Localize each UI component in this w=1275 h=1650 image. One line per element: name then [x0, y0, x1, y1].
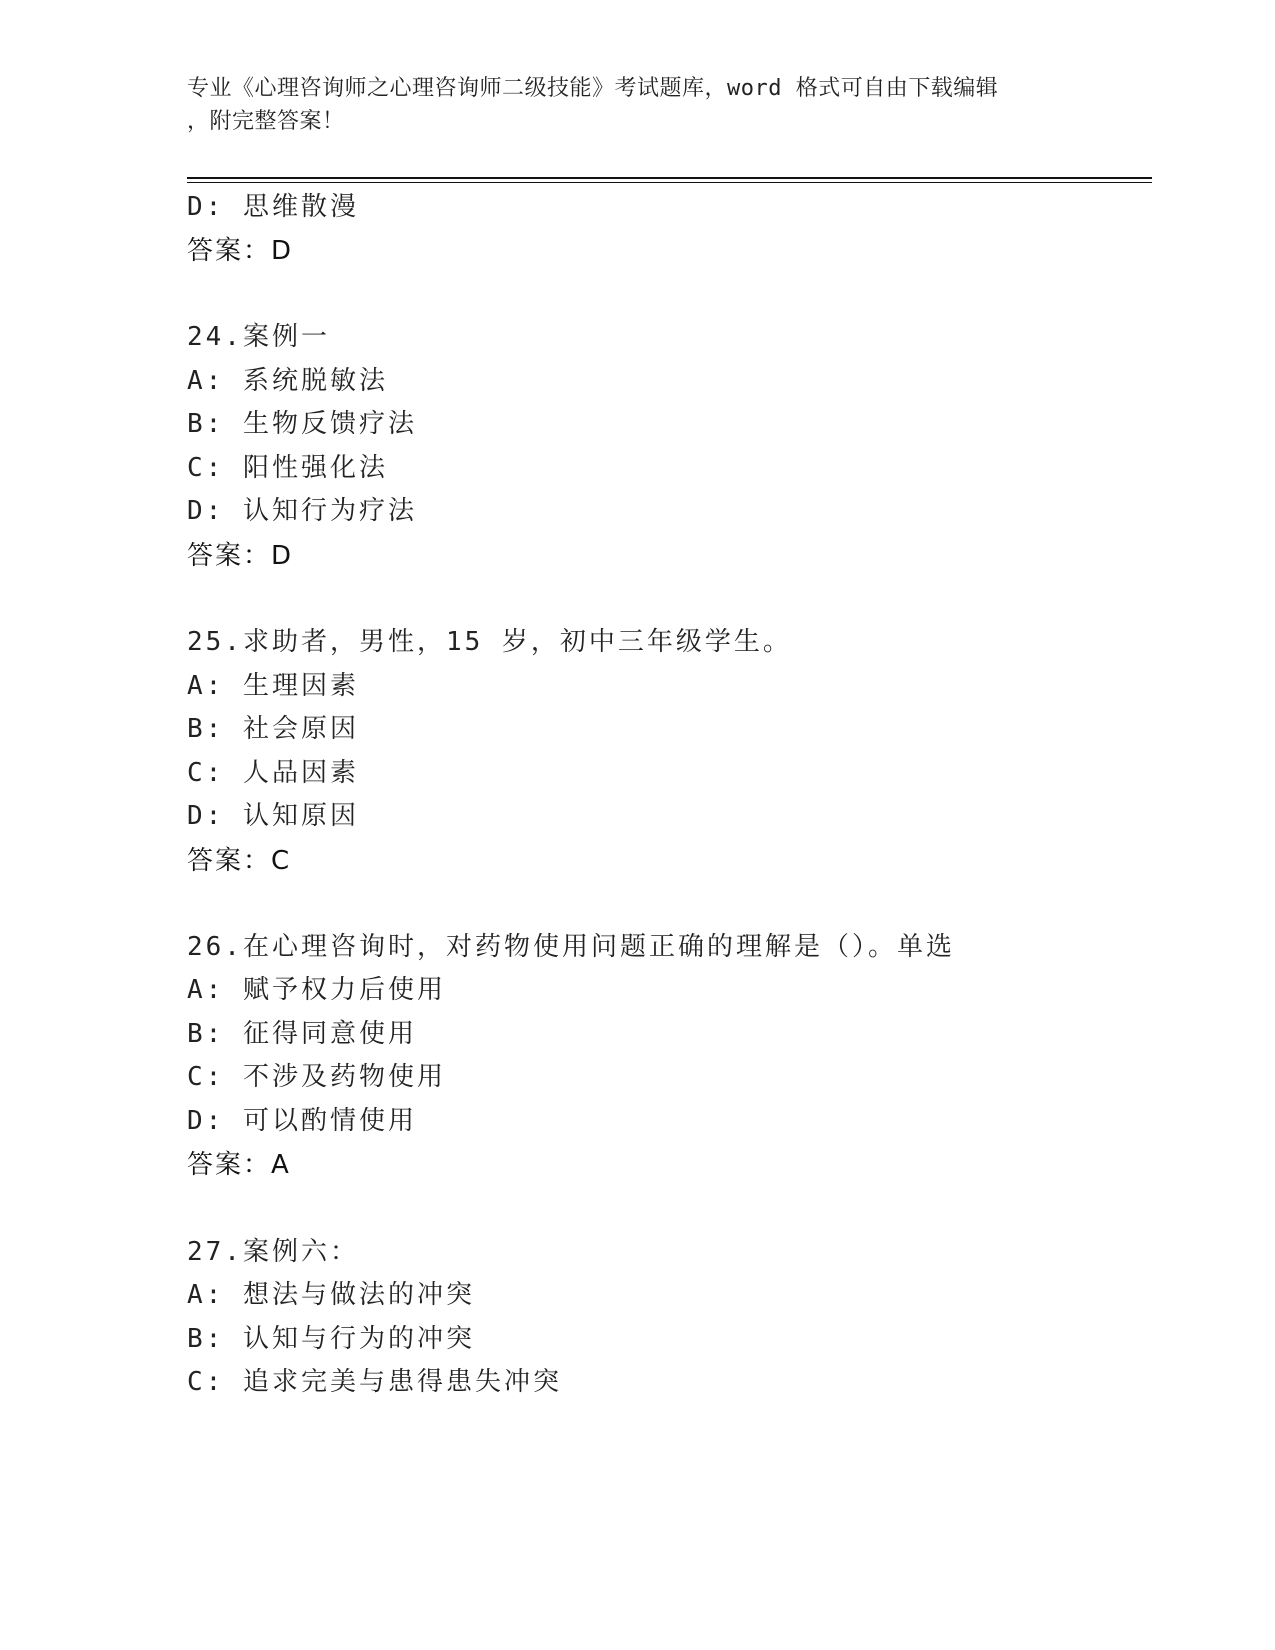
q26-option-a: A: 赋予权力后使用	[187, 975, 446, 1005]
q25-option-d: D: 认知原因	[187, 801, 359, 831]
q25-option-a: A: 生理因素	[187, 671, 359, 701]
q24-option-b: B: 生物反馈疗法	[187, 409, 417, 439]
header-divider-thin	[187, 182, 1152, 183]
q25-question: 25.求助者，男性，15 岁，初中三年级学生。	[187, 627, 792, 657]
q25-option-b: B: 社会原因	[187, 714, 359, 744]
q26-option-b: B: 征得同意使用	[187, 1019, 417, 1049]
document-header	[187, 72, 1087, 138]
header-divider-thick	[187, 177, 1152, 179]
q24-option-a: A: 系统脱敏法	[187, 366, 388, 396]
q25-answer: 答案：C	[187, 846, 292, 876]
q26-question: 26.在心理咨询时，对药物使用问题正确的理解是（）。单选	[187, 932, 955, 962]
q24-option-c: C: 阳性强化法	[187, 453, 388, 483]
q26-option-c: C: 不涉及药物使用	[187, 1062, 446, 1092]
q27-option-b: B: 认知与行为的冲突	[187, 1324, 475, 1354]
q23-option-d: D: 思维散漫	[187, 192, 359, 222]
q24-answer: 答案：D	[187, 541, 294, 571]
q26-option-d: D: 可以酌情使用	[187, 1106, 417, 1136]
q24-option-d: D: 认知行为疗法	[187, 496, 417, 526]
q27-option-c: C: 追求完美与患得患失冲突	[187, 1367, 562, 1397]
q24-question: 24.案例一	[187, 322, 330, 352]
q27-option-a: A: 想法与做法的冲突	[187, 1280, 475, 1310]
q26-answer: 答案：A	[187, 1150, 291, 1180]
q25-option-c: C: 人品因素	[187, 758, 359, 788]
header-title-line1: 专业《心理咨询师之心理咨询师二级技能》考试题库，word 格式可自由下载编辑	[187, 76, 999, 101]
q27-question: 27.案例六：	[187, 1237, 359, 1267]
q23-answer: 答案：D	[187, 236, 294, 266]
header-title-line2: ，附完整答案！	[187, 109, 345, 134]
